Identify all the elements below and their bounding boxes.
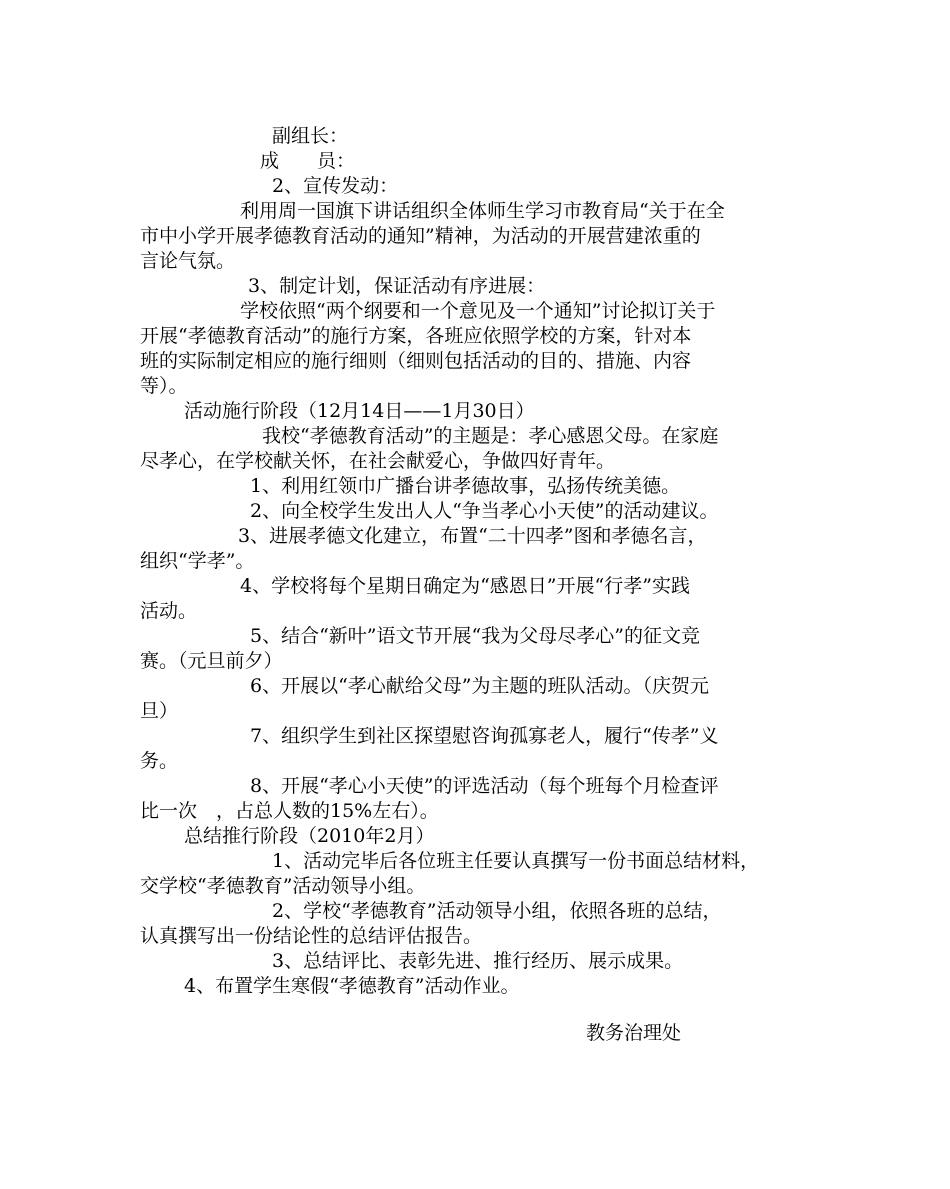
signature-office: 教务治理处 bbox=[586, 1022, 682, 1044]
list-item: 8、开展“孝心小天使”的评选活动（每个班每个月检查评 bbox=[250, 775, 719, 797]
list-item: 1、利用红领巾广播台讲孝德故事，弘扬传统美德。 bbox=[250, 475, 681, 497]
list-item-continued: 务。 bbox=[140, 750, 179, 772]
paragraph-line: 等）。 bbox=[140, 375, 188, 397]
paragraph-line: 我校“孝德教育活动”的主题是：孝心感恩父母。在家庭 bbox=[262, 425, 719, 447]
paragraph-line: 市中小学开展孝德教育活动的通知”精神，为活动的开展营建浓重的 bbox=[140, 225, 701, 247]
phase-summary-heading: 总结推行阶段（2010年2月） bbox=[184, 825, 435, 847]
list-item-continued: 活动。 bbox=[140, 600, 198, 622]
list-item-continued: 旦） bbox=[140, 700, 179, 722]
list-item: 3、总结评比、表彰先进、推行经历、展示成果。 bbox=[272, 950, 684, 972]
list-item: 1、活动完毕后各位班主任要认真撰写一份书面总结材料， bbox=[272, 850, 760, 872]
paragraph-line: 学校依照“两个纲要和一个意见及一个通知”讨论拟订关于 bbox=[240, 300, 716, 322]
list-item: 2、向全校学生发出人人“争当孝心小天使”的活动建议。 bbox=[250, 500, 719, 522]
paragraph-line: 尽孝心，在学校献关怀，在社会献爱心，争做四好青年。 bbox=[140, 450, 616, 472]
list-item-continued: 比一次 ，占总人数的15%左右）。 bbox=[140, 800, 439, 822]
paragraph-line: 开展“孝德教育活动”的施行方案，各班应依照学校的方案，针对本 bbox=[140, 325, 692, 347]
list-item: 4、学校将每个星期日确定为“感恩日”开展“行孝”实践 bbox=[240, 575, 690, 597]
vice-leader-label: 副组长： bbox=[272, 125, 349, 147]
list-item-continued: 赛。（元旦前夕） bbox=[140, 650, 283, 672]
section-plan-heading: 3、制定计划，保证活动有序进展： bbox=[248, 275, 546, 297]
section-publicity-heading: 2、宣传发动： bbox=[272, 175, 399, 197]
list-item: 5、结合“新叶”语文节开展“我为父母尽孝心”的征文竞 bbox=[250, 625, 700, 647]
phase-implementation-heading: 活动施行阶段（12月14日——1月30日） bbox=[184, 400, 535, 422]
list-item-continued: 交学校“孝德教育”活动领导小组。 bbox=[140, 875, 426, 897]
paragraph-line: 利用周一国旗下讲话组织全体师生学习市教育局“关于在全 bbox=[240, 200, 725, 222]
paragraph-line: 班的实际制定相应的施行细则（细则包括活动的目的、措施、内容 bbox=[140, 350, 692, 372]
list-item: 2、学校“孝德教育”活动领导小组，依照各班的总结， bbox=[272, 900, 722, 922]
list-item-continued: 组织“学孝”。 bbox=[140, 550, 255, 572]
list-item-continued: 认真撰写出一份结论性的总结评估报告。 bbox=[140, 925, 483, 947]
paragraph-line: 言论气氛。 bbox=[140, 250, 236, 272]
list-item: 6、开展以“孝心献给父母”为主题的班队活动。（庆贺元 bbox=[250, 675, 710, 697]
members-label: 成 员： bbox=[260, 150, 356, 172]
list-item: 3、进展孝德文化建立，布置“二十四孝”图和孝德名言， bbox=[238, 525, 707, 547]
list-item: 7、组织学生到社区探望慰咨询孤寡老人，履行“传孝”义 bbox=[250, 725, 719, 747]
list-item: 4、布置学生寒假“孝德教育”活动作业。 bbox=[184, 975, 520, 997]
